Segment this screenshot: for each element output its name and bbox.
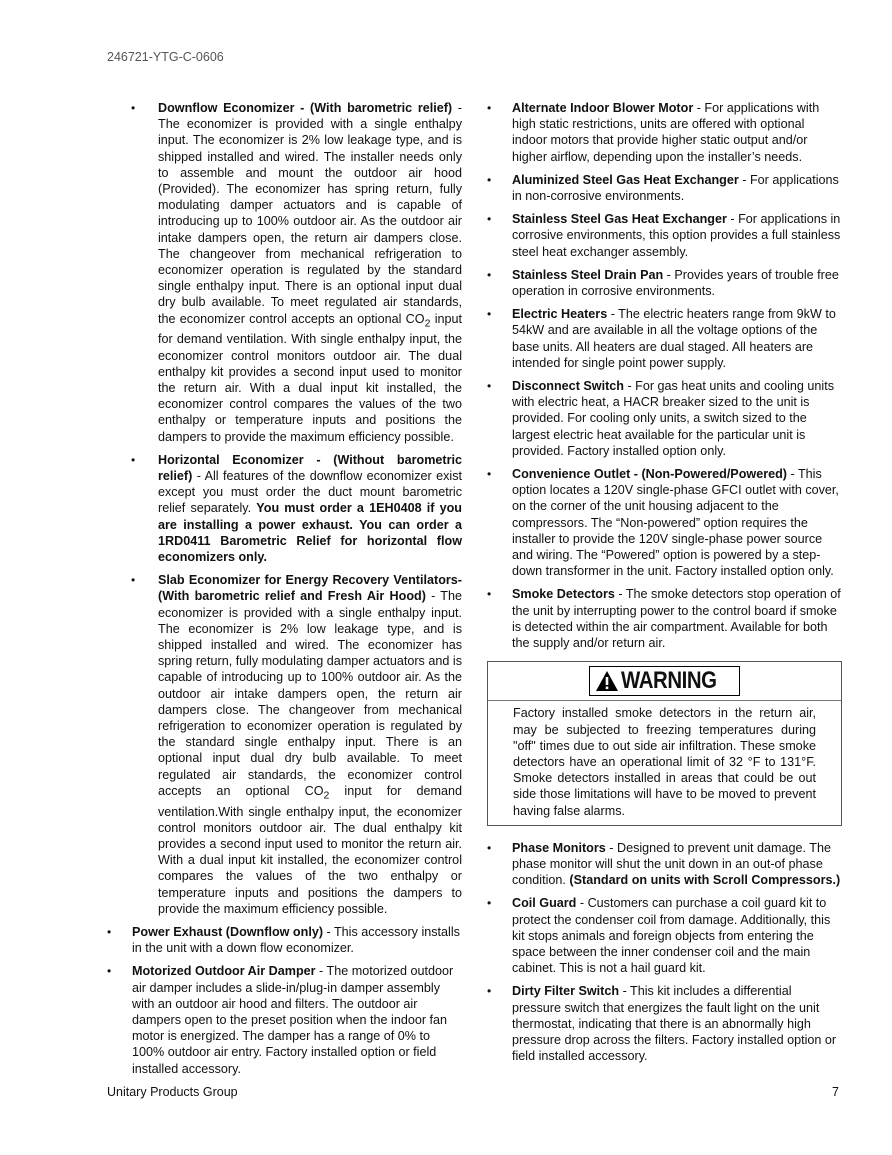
left-column [107, 100, 462, 1084]
bullet: • [487, 379, 492, 394]
bullet: • [487, 840, 492, 855]
item-text: - The economizer is provided with a single enthalpy input. The economizer is 2% low leakage type, and is shipped installed and wired. The economizer has spring return, fully modulating damper actuators and is capable of introducing up to 100% outdoor air. As the outdoor air intake dampers open, the return air dampers close. The changeover from mechanical refrigeration to economizer operation is regulated by the standard single enthalpy input. There is an optional input dual dry bulb available. To meet regulated air standards, the economizer control accepts an optional CO [158, 589, 462, 798]
subscript: 2 [424, 317, 431, 330]
list-item-power-exhaust [107, 924, 462, 956]
bullet: • [487, 587, 492, 602]
item-title: Aluminized Steel Gas Heat Exchanger [512, 172, 739, 187]
list-item-slab-economizer [107, 572, 462, 917]
list-item-downflow-economizer [107, 100, 462, 445]
item-title: Dirty Filter Switch [512, 984, 620, 999]
list-item-blower-motor [487, 100, 842, 165]
list-item-electric-heaters [487, 306, 842, 371]
footer-company: Unitary Products Group [107, 1085, 238, 1099]
warning-header [488, 662, 841, 701]
item-title: Horizontal Economizer [158, 452, 304, 467]
warning-badge [589, 666, 740, 696]
item-title: Downflow Economizer [158, 101, 295, 115]
bullet: • [487, 212, 492, 227]
bullet: • [487, 101, 492, 115]
item-title: Power Exhaust (Downflow only) [132, 924, 324, 939]
bullet: • [487, 172, 492, 187]
item-text: - All features of the downflow economizer exist except you must order the duct mount barometric relief separately. [158, 468, 462, 516]
bullet: • [131, 452, 136, 467]
item-title: Stainless Steel Drain Pan [512, 267, 664, 282]
item-title: Smoke Detectors [512, 587, 615, 602]
item-title: Electric Heaters [512, 307, 608, 322]
bullet: • [487, 984, 492, 999]
item-title: Alternate Indoor Blower Motor [512, 101, 694, 115]
item-subtitle: - (With barometric relief) [294, 101, 453, 115]
item-text-cont: input for demand ventilation. With single enthalpy input, the economizer control monitors outdoor air. The dual enthalpy kit provides a second input used to monitor the return air. With a dual input kit installed, the economizer control compares the values of the two enthalpy or temperature inputs and positions the dampers to provide the maximum efficiency possible. [158, 311, 463, 444]
item-text: - The motorized outdoor air damper includes a slide-in/plug-in damper assembly with an outdoor air hood and filters. The outdoor air dampers open to the preset position when the indoor fan motor is energized. The damper has a range of 0% to 100% outdoor air entry. Factory installed option or field installed accessory. [132, 964, 454, 1076]
list-item-disconnect-switch [487, 378, 842, 459]
bullet: • [131, 573, 136, 588]
right-column [487, 100, 842, 1071]
list-item-stainless-exchanger [487, 211, 842, 260]
list-item-motorized-damper [107, 963, 462, 1076]
list-item-dirty-filter-switch [487, 983, 842, 1064]
item-text: - Designed to prevent unit damage. The phase monitor will shut the unit down in an out-of phase condition. [512, 840, 831, 888]
list-item-coil-guard [487, 895, 842, 976]
item-text: - Provides years of trouble free operation in corrosive environments. [512, 267, 839, 299]
item-text: - For applications in non-corrosive environments. [512, 172, 839, 204]
warning-box [487, 661, 842, 825]
bullet: • [487, 267, 492, 282]
bullet: • [107, 924, 112, 939]
bullet: • [487, 896, 492, 911]
item-bold-note: You must order a 1EH0408 if you are installing a power exhaust. You can order a 1RD0411 Barometric Relief for horizontal flow economizers only. [158, 501, 462, 564]
item-title: Coil Guard [512, 896, 577, 911]
item-title: Disconnect Switch [512, 379, 624, 394]
list-item-phase-monitors [487, 840, 842, 889]
subscript: 2 [323, 789, 330, 802]
list-item-smoke-detectors [487, 586, 842, 651]
warning-text: Factory installed smoke detectors in the return air, may be subjected to freezing temperatures during "off" times due to out side air infiltration. These smoke detectors have an operational limit of 32 °F to 131°F. Smoke detectors installed in areas that could be out side those limitations will have to be moved to prevent having false alarms. [513, 706, 816, 818]
item-text: - For applications in corrosive environments, this option provides a full stainless steel heat exchanger assembly. [512, 212, 841, 259]
item-subtitle: - (Without barometric relief) [158, 452, 462, 483]
list-item-aluminized-exchanger [487, 172, 842, 204]
item-text: - This kit includes a differential pressure switch that energizes the fault light on the unit thermostat, indicating that there is an abnormally high pressure drop across the filters. Factory installed option or field installed accessory. [512, 984, 837, 1064]
item-text-cont: input for demand ventilation.With single enthalpy input, the economizer control monitors outdoor air. The dual enthalpy kit provides a second input used to monitor the return air. With a dual input kit installed, the economizer control compares the values of the two enthalpy or temperature inputs and positions the dampers to provide the maximum efficiency possible. [158, 783, 462, 916]
item-text: - The smoke detectors stop operation of the unit by interrupting power to the control board if smoke is detected within the air compartment. Available for both the supply and/or return air. [512, 587, 841, 651]
list-item-horizontal-economizer [107, 452, 462, 565]
item-text: - For applications with high static restrictions, units are offered with optional indoor motors that provide higher static output and/or higher airflow, depending upon the installer’s needs. [512, 101, 820, 164]
item-text: - This option locates a 120V single-phase GFCI outlet with cover, on the corner of the unit housing adjacent to the compressors. The “Non-powered” option requires the installer to provide the 120V single-phase power source and wiring. The “Powered” option is powered by a step-down transformer in the unit. Factory installed option only. [512, 467, 839, 579]
bullet: • [487, 467, 492, 482]
item-title: Stainless Steel Gas Heat Exchanger [512, 212, 727, 227]
item-subtitle: - (With barometric relief and Fresh Air Hood) [158, 573, 462, 604]
warning-label: WARNING [621, 667, 717, 695]
item-text: - Customers can purchase a coil guard kit to protect the condenser coil from damage. Additionally, this kit stops animals and foreign objects from entering the space between the inner condenser coil and the main cabinet. This is not a hail guard kit. [512, 896, 831, 976]
item-title: Phase Monitors [512, 840, 606, 855]
list-item-drain-pan [487, 267, 842, 299]
item-title: Motorized Outdoor Air Damper [132, 964, 316, 979]
item-text: - The economizer is provided with a single enthalpy input. The economizer is 2% low leakage type, and is shipped installed and wired. The installer needs only to assemble and mount the outdoor air hood (Provided). The economizer has spring return, fully modulating damper actuators and is capable of introducing up to 100% outdoor air. As the outdoor air intake dampers open, the return air dampers close. The changeover from mechanical refrigeration to economizer operation is regulated by the standard single enthalpy input. There is an optional input dual dry bulb available. To meet regulated air standards, the economizer control accepts an optional CO [158, 101, 462, 326]
item-text: - This accessory installs in the unit with a down flow economizer. [132, 924, 460, 956]
bullet: • [487, 307, 492, 322]
item-text: - The electric heaters range from 9kW to 54kW and are available in all the voltage options of the base units. All heaters are dual staged. All heaters are intended for single point power supply. [512, 307, 836, 370]
warning-triangle-icon [595, 670, 619, 692]
document-id: 246721-YTG-C-0606 [107, 50, 224, 64]
item-text: - For gas heat units and cooling units with electric heat, a HACR breaker sized to the unit is provided. For cooling only units, a switch sized to the largest electric heat available for the particular unit is provided. Factory installed option only. [512, 379, 834, 458]
bullet: • [107, 964, 112, 979]
item-title: Slab Economizer for Energy Recovery Ventilators [158, 573, 458, 588]
list-item-convenience-outlet [487, 466, 842, 579]
item-bold-note: (Standard on units with Scroll Compressors.) [569, 873, 841, 888]
bullet: • [131, 101, 136, 115]
page-number: 7 [832, 1085, 839, 1099]
item-title: Convenience Outlet - (Non-Powered/Powered) [512, 467, 787, 482]
